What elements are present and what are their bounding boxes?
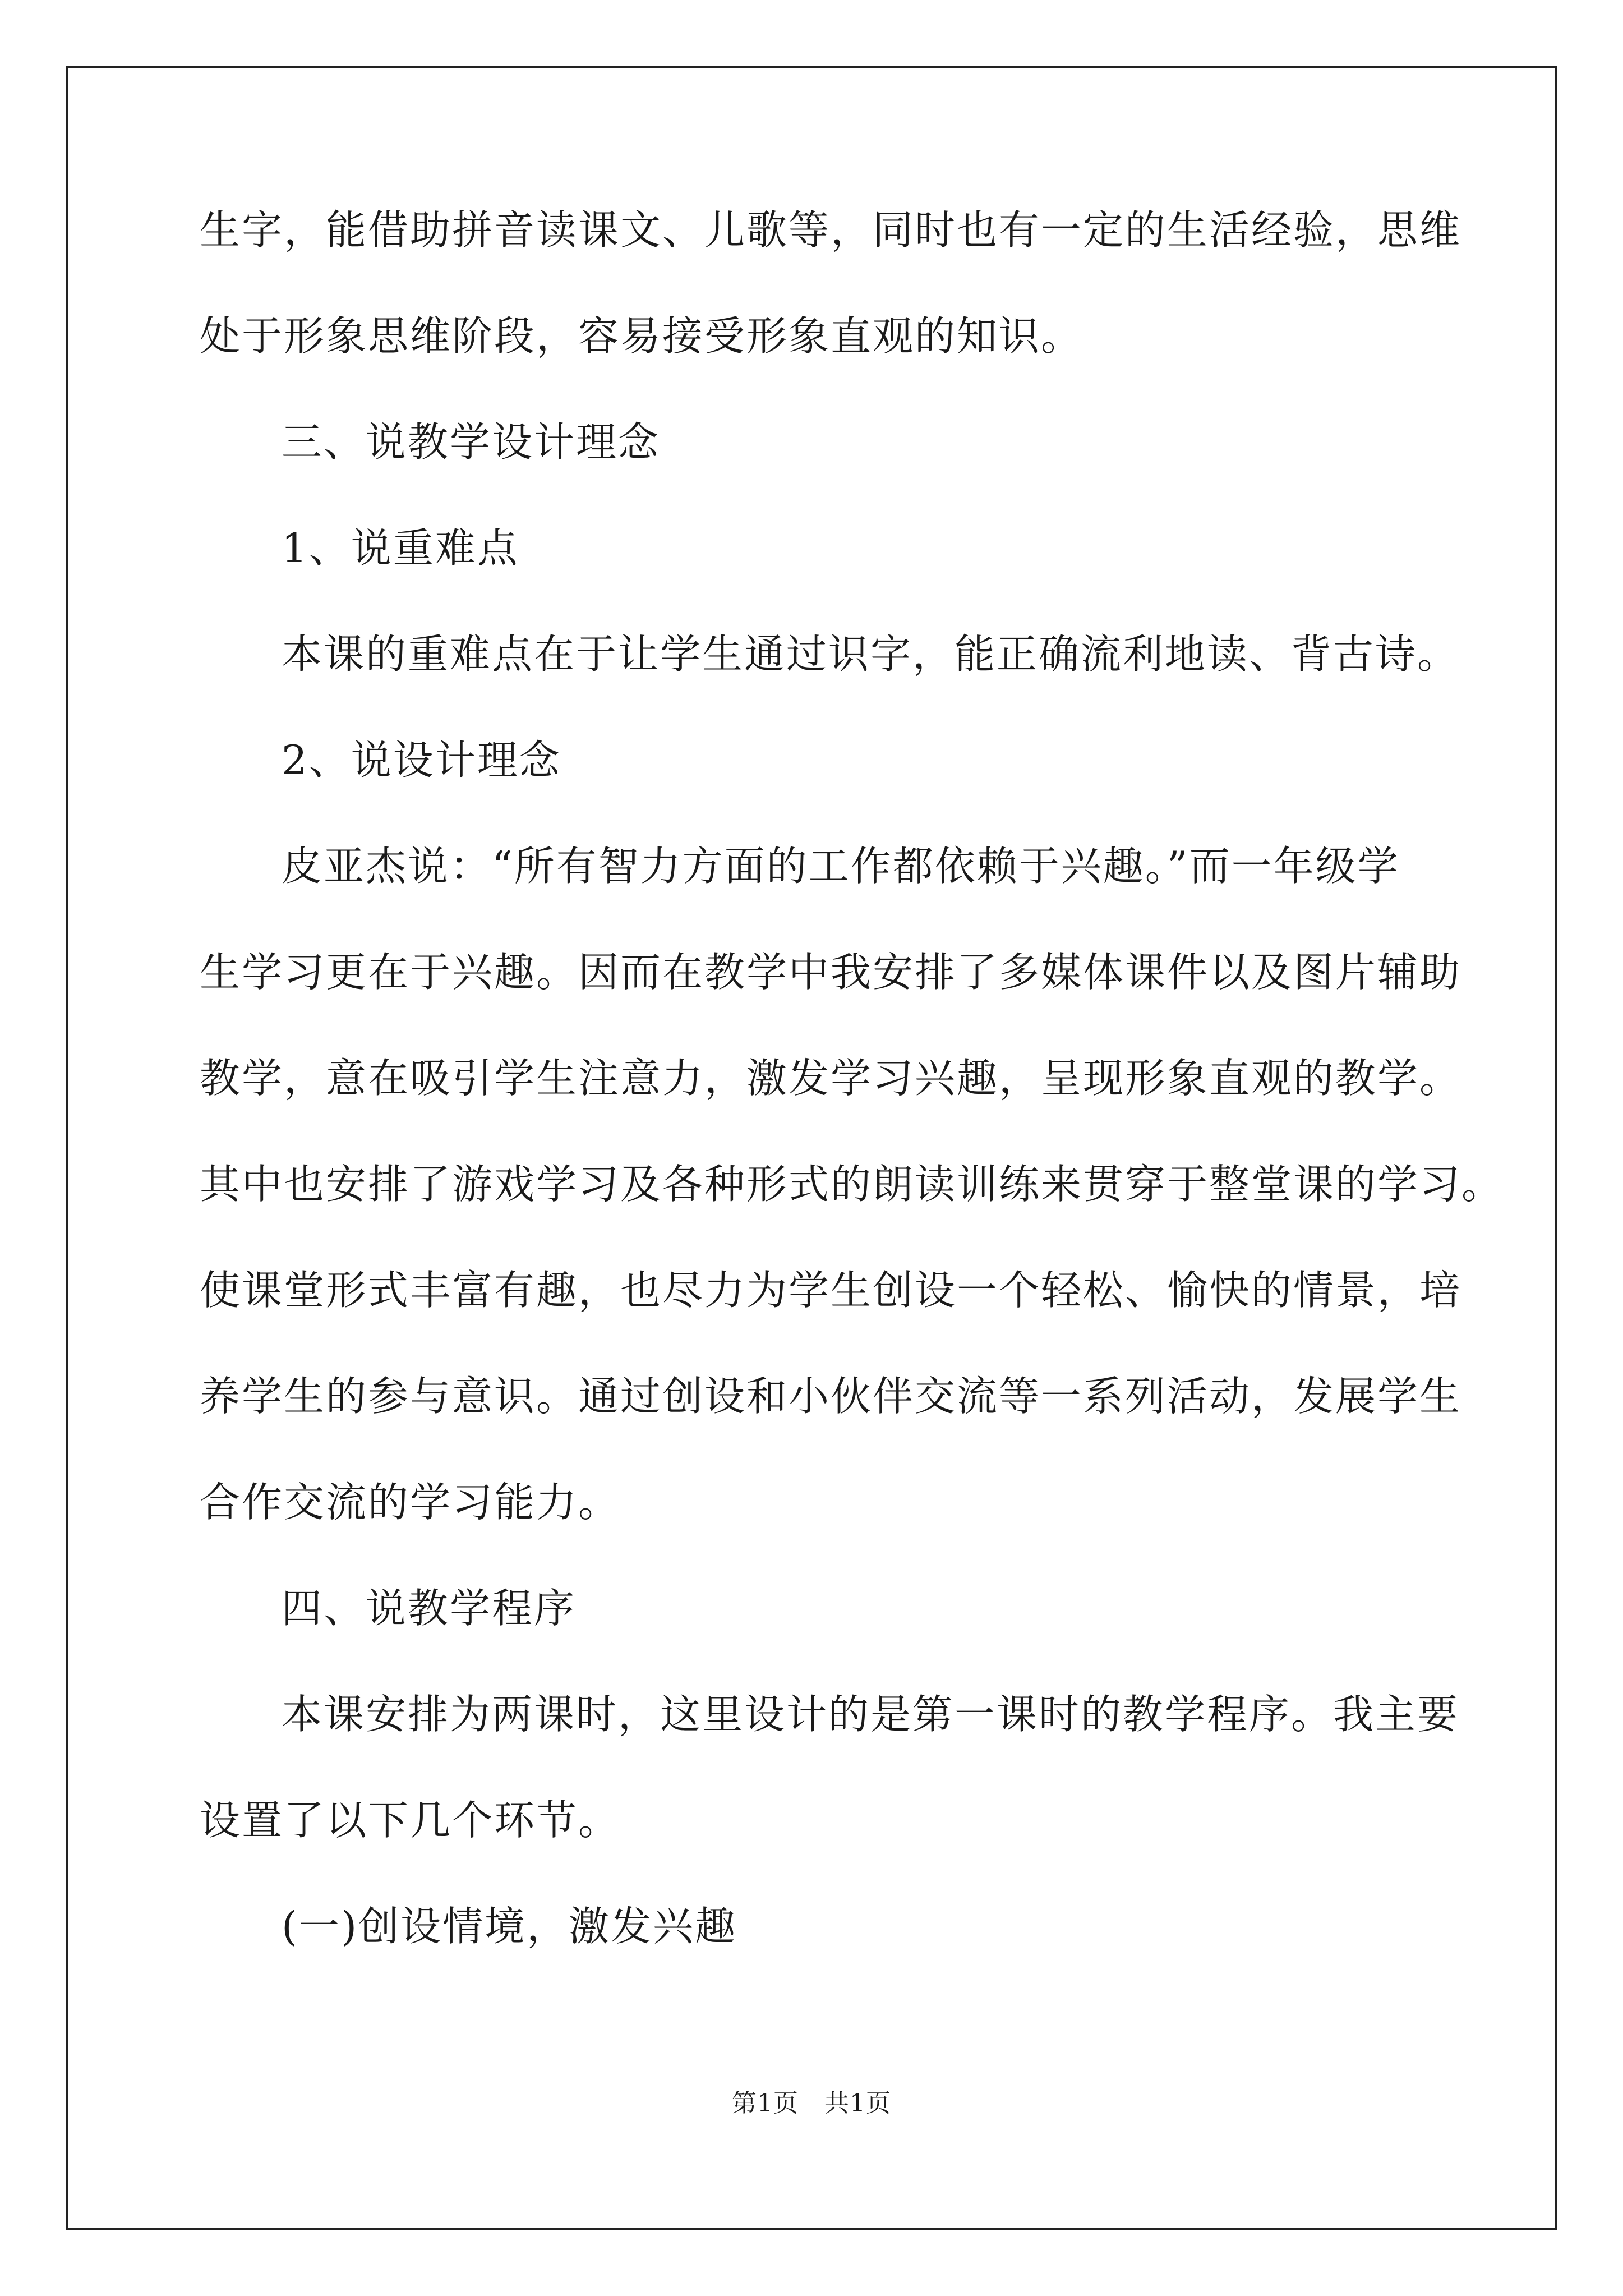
paragraph-line: 养学生的参与意识。通过创设和小伙伴交流等一系列活动，发展学生	[200, 1373, 1462, 1420]
paragraph-line: 本课安排为两课时，这里设计的是第一课时的教学程序。我主要	[282, 1691, 1460, 1738]
paragraph-line: 皮亚杰说：“所有智力方面的工作都依赖于兴趣。”而一年级学	[282, 843, 1400, 890]
paragraph-line: 本课的重难点在于让学生通过识字，能正确流利地读、背古诗。	[282, 631, 1460, 678]
paragraph-line: 其中也安排了游戏学习及各种形式的朗读训练来贯穿于整堂课的学习。	[200, 1161, 1504, 1208]
paragraph-line: 使课堂形式丰富有趣，也尽力为学生创设一个轻松、愉快的情景，培	[200, 1267, 1462, 1314]
page-footer	[0, 2087, 1623, 2120]
subsection-heading: 2、说设计理念	[282, 737, 561, 784]
subsection-heading: 1、说重难点	[282, 524, 519, 572]
paragraph-line: 设置了以下几个环节。	[200, 1797, 621, 1844]
section-heading: 四、说教学程序	[282, 1585, 577, 1632]
page-number-current: 第1页	[732, 2089, 799, 2118]
paragraph-line: 教学，意在吸引学生注意力，激发学习兴趣，呈现形象直观的教学。	[200, 1055, 1462, 1102]
subsection-heading: (一)创设情境，激发兴趣	[282, 1903, 737, 1950]
section-heading: 三、说教学设计理念	[282, 418, 661, 466]
paragraph-line: 合作交流的学习能力。	[200, 1479, 621, 1526]
page-number-total: 共1页	[824, 2089, 891, 2118]
paragraph-line: 生学习更在于兴趣。因而在教学中我安排了多媒体课件以及图片辅助	[200, 949, 1462, 996]
paragraph-line: 生字，能借助拼音读课文、儿歌等，同时也有一定的生活经验，思维	[200, 206, 1462, 254]
paragraph-line: 处于形象思维阶段，容易接受形象直观的知识。	[200, 312, 1083, 360]
